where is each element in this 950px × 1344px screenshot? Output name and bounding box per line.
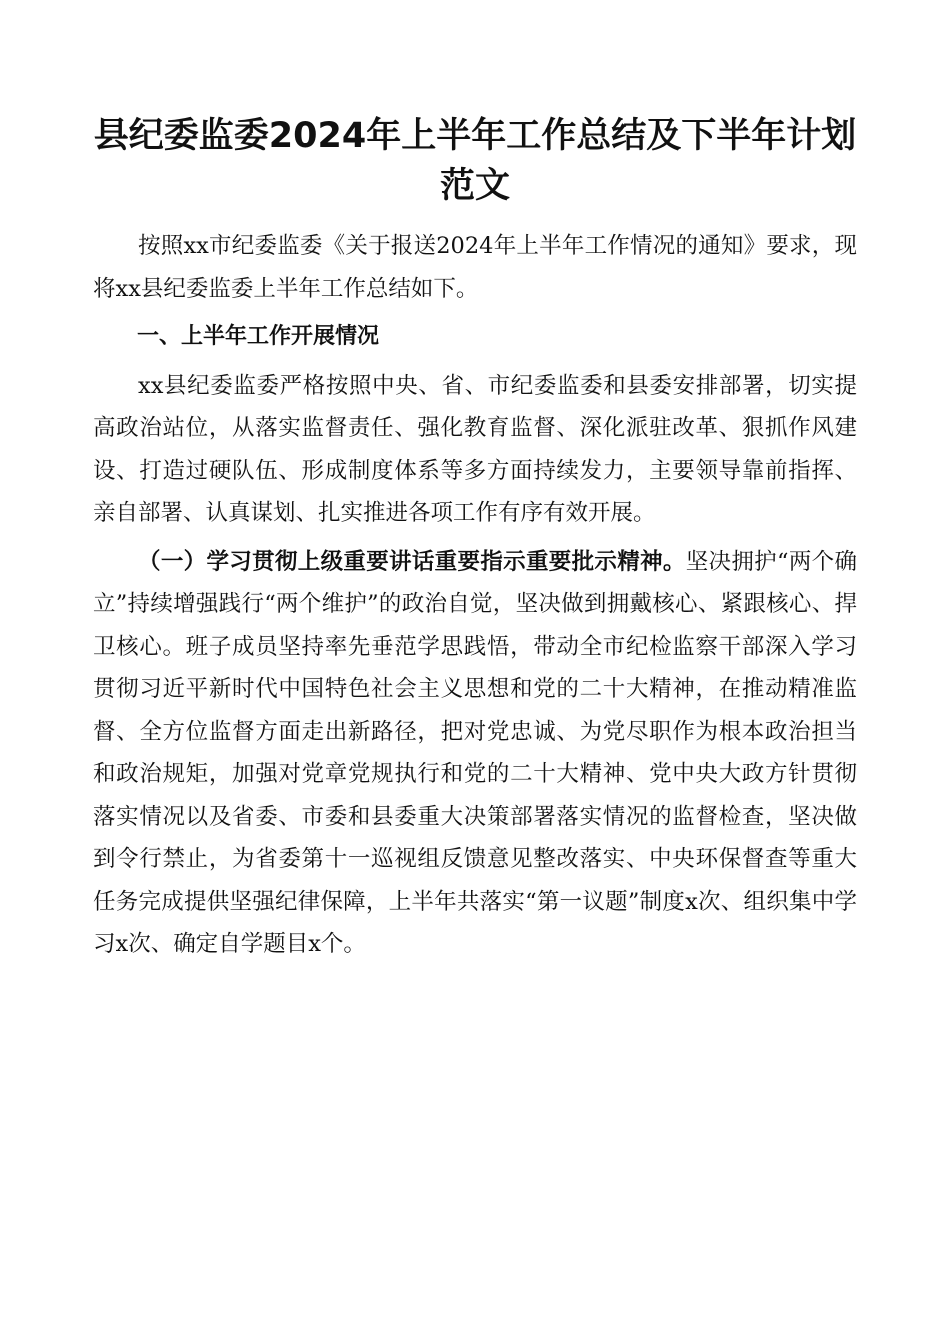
title-line-1: 县纪委监委2024年上半年工作总结及下半年计划: [93, 116, 857, 156]
subsection-1-body: 坚决拥护“两个确立”持续增强践行“两个维护”的政治自觉，坚决做到拥戴核心、紧跟核心、捍卫核心。班子成员坚持率先垂范学思践悟，带动全市纪检监察干部深入学习贯彻习近平新时代中国特色社会主义思想和党的二十大精神，在推动精准监督、全方位监督方面走出新路径，把对党忠诚、为党尽职作为根本政治担当和政治规矩，加强对党章党规执行和党的二十大精神、党中央大政方针贯彻落实情况以及省委、市委和县委重大决策部署落实情况的监督检查，坚决做到令行禁止，为省委第十一巡视组反馈意见整改落实、中央环保督查等重大任务完成提供坚强纪律保障，上半年共落实“第一议题”制度x次、组织集中学习x次、确定自学题目x个。: [93, 548, 857, 957]
intro-paragraph: 按照xx市纪委监委《关于报送2024年上半年工作情况的通知》要求，现将xx县纪委监委上半年工作总结如下。: [93, 233, 857, 302]
subsection-1-lead: （一）学习贯彻上级重要讲话重要指示重要批示精神。: [138, 548, 686, 575]
document-page: [93, 0, 857, 966]
subsection-1-paragraph: [93, 541, 857, 966]
title-line-2: 范文: [439, 166, 510, 206]
section-1-heading: 一、上半年工作开展情况: [137, 324, 380, 349]
document-title: [93, 0, 857, 211]
section-1-paragraph: xx县纪委监委严格按照中央、省、市纪委监委和县委安排部署，切实提高政治站位，从落实监督责任、强化教育监督、深化派驻改革、狠抓作风建设、打造过硬队伍、形成制度体系等多方面持续发力，主要领导靠前指挥、亲自部署、认真谋划、扎实推进各项工作有序有效开展。: [93, 372, 857, 526]
document-body: [93, 225, 857, 966]
